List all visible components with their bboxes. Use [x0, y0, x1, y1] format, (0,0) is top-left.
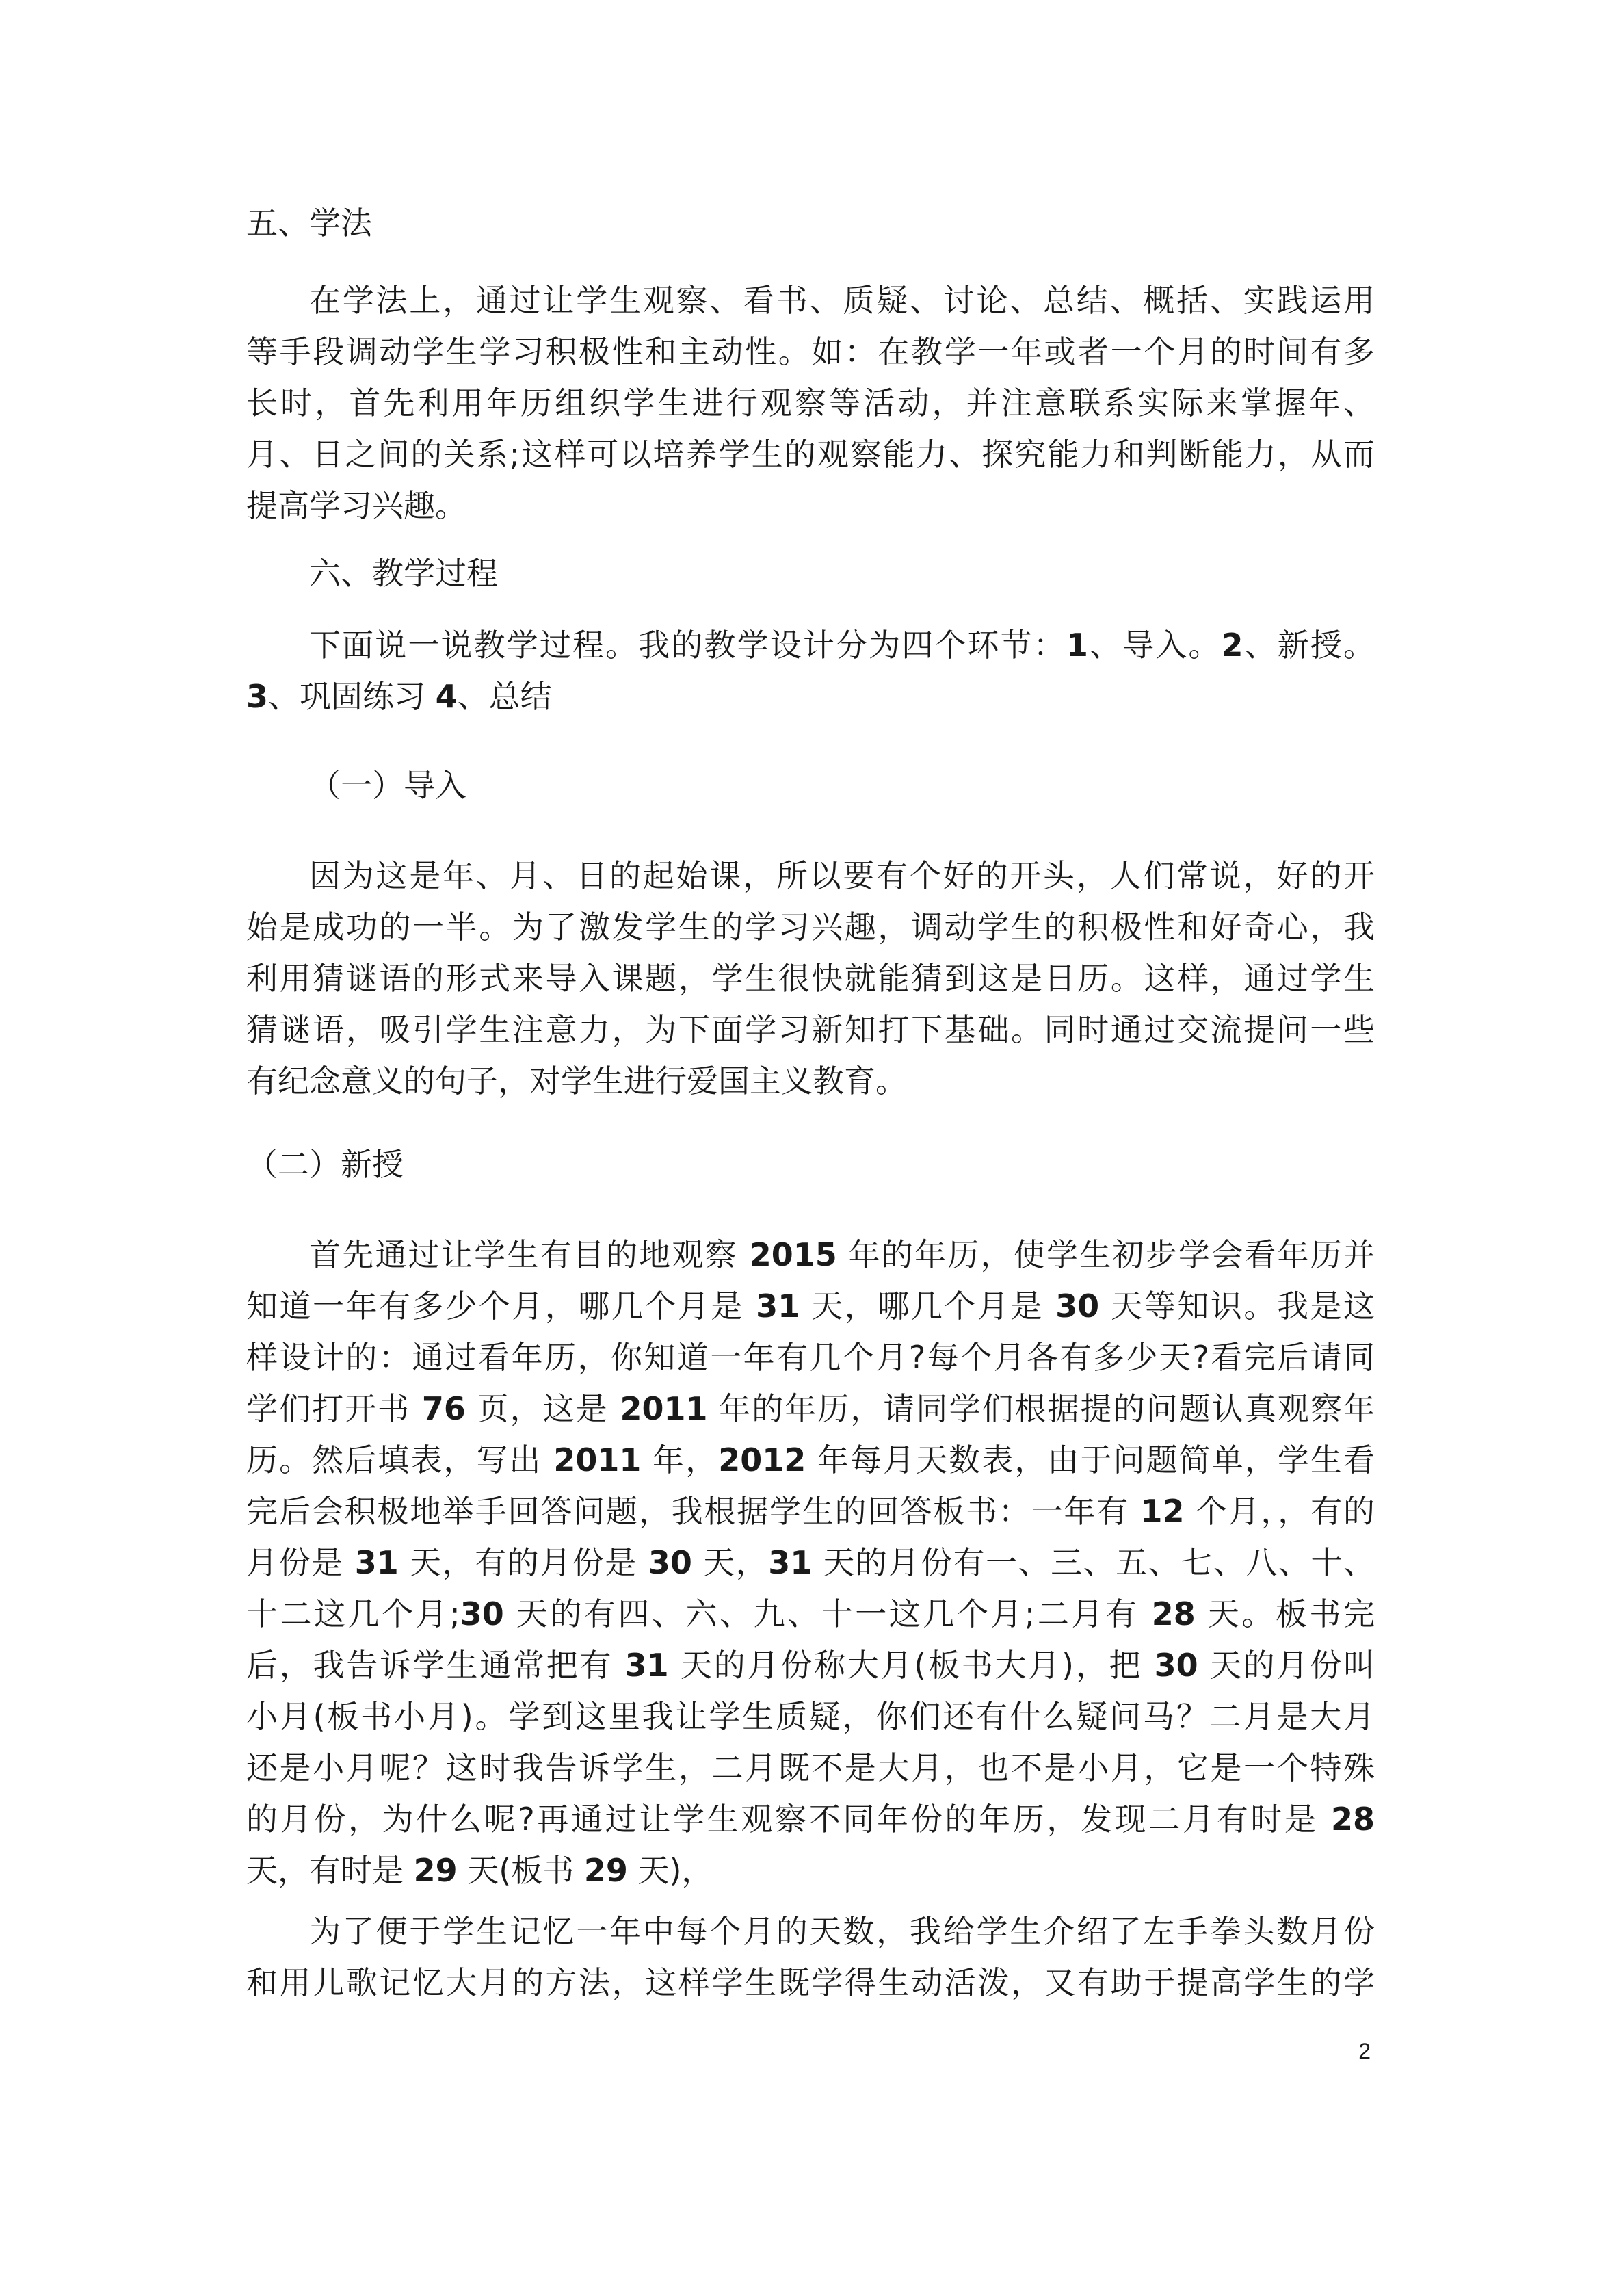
text-line: 完后会积极地举手回答问题，我根据学生的回答板书：一年有 12 个月，，有的	[246, 1493, 1375, 1530]
text-line: 在学法上，通过让学生观察、看书、质疑、讨论、总结、概括、实践运用	[309, 282, 1375, 319]
text-line: 提高学习兴趣。	[246, 487, 466, 524]
text-line: 猜谜语，吸引学生注意力，为下面学习新知打下基础。同时通过交流提问一些	[246, 1011, 1375, 1048]
paragraph-introduction	[246, 850, 1375, 1107]
text-line: 历。然后填表，写出 2011 年，2012 年每月天数表，由于问题简单，学生看	[246, 1441, 1375, 1478]
text-line: 利用猜谜语的形式来导入课题，学生很快就能猜到这是日历。这样，通过学生	[246, 960, 1375, 997]
text-line: 月份是 31 天，有的月份是 30 天，31 天的月份有一、三、五、七、八、十、	[246, 1544, 1375, 1581]
text-line: 始是成功的一半。为了激发学生的学习兴趣，调动学生的积极性和好奇心，我	[246, 909, 1375, 945]
text-line: 学们打开书 76 页，这是 2011 年的年历，请同学们根据提的问题认真观察年	[246, 1390, 1375, 1427]
text-line: 长时，首先利用年历组织学生进行观察等活动，并注意联系实际来掌握年、	[246, 384, 1375, 421]
text-line: 因为这是年、月、日的起始课，所以要有个好的开头，人们常说，好的开	[309, 857, 1375, 894]
text-line: 后，我告诉学生通常把有 31 天的月份称大月(板书大月)，把 30 天的月份叫	[246, 1647, 1375, 1684]
text-line: 首先通过让学生有目的地观察 2015 年的年历，使学生初步学会看年历并	[309, 1236, 1375, 1273]
text-line: 月、日之间的关系;这样可以培养学生的观察能力、探究能力和判断能力，从而	[246, 436, 1375, 473]
text-line: 为了便于学生记忆一年中每个月的天数，我给学生介绍了左手拳头数月份	[309, 1913, 1375, 1950]
text-line: 天，有时是 29 天(板书 29 天)，	[246, 1852, 713, 1889]
section-heading-study-method: 五、学法	[246, 205, 372, 242]
text-line: 知道一年有多少个月，哪几个月是 31 天，哪几个月是 30 天等知识。我是这	[246, 1288, 1375, 1325]
text-line: 有纪念意义的句子，对学生进行爱国主义教育。	[246, 1062, 907, 1099]
text-line: 3、巩固练习 4、总结	[246, 678, 552, 715]
section-heading-teaching-process: 六、教学过程	[309, 555, 498, 592]
paragraph-memory-method	[246, 1906, 1375, 2009]
text-line: 下面说一说教学过程。我的教学设计分为四个环节：1、导入。2、新授。	[309, 627, 1375, 664]
paragraph-new-lesson	[246, 1229, 1375, 1896]
page-number: 2	[1358, 2039, 1371, 2063]
text-line: 小月(板书小月)。学到这里我让学生质疑，你们还有什么疑问马？二月是大月	[246, 1698, 1375, 1735]
text-line: 和用儿歌记忆大月的方法，这样学生既学得生动活泼，又有助于提高学生的学	[246, 1964, 1375, 2001]
text-line: 还是小月呢？这时我告诉学生，二月既不是大月，也不是小月，它是一个特殊	[246, 1749, 1375, 1786]
paragraph-teaching-process	[246, 620, 1375, 722]
text-line: 十二这几个月;30 天的有四、六、九、十一这几个月;二月有 28 天。板书完	[246, 1595, 1375, 1632]
text-line: 的月份，为什么呢?再通过让学生观察不同年份的年历，发现二月有时是 28	[246, 1801, 1375, 1838]
subsection-heading-new-lesson: （二）新授	[246, 1146, 404, 1183]
paragraph-study-method	[246, 275, 1375, 532]
text-line: 样设计的：通过看年历，你知道一年有几个月?每个月各有多少天?看完后请同	[246, 1339, 1375, 1376]
text-line: 等手段调动学生学习积极性和主动性。如：在教学一年或者一个月的时间有多	[246, 333, 1375, 370]
subsection-heading-introduction: （一）导入	[309, 767, 466, 804]
